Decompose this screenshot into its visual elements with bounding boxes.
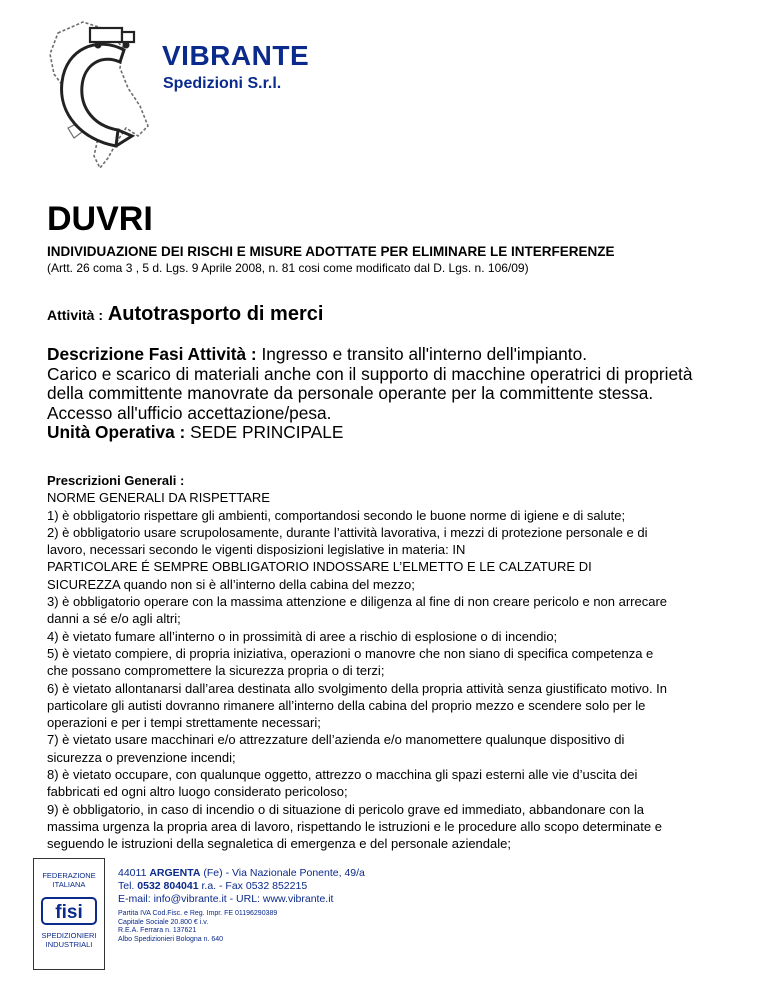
fisi-logo-icon — [41, 897, 97, 925]
rule-line: danni a sé e/o agli altri; — [47, 611, 181, 627]
unit-value: SEDE PRINCIPALE — [190, 422, 344, 442]
document-subtitle: INDIVIDUAZIONE DEI RISCHI E MISURE ADOTTATE PER ELIMINARE LE INTERFERENZE — [47, 244, 615, 259]
contact-block — [118, 867, 365, 906]
badge-bottom-line-2: INDUSTRIALI — [45, 940, 93, 949]
rule-line: PARTICOLARE É SEMPRE OBBLIGATORIO INDOSSARE L’ELMETTO E LE CALZATURE DI — [47, 559, 592, 575]
legal-line: R.E.A. Ferrara n. 137621 — [118, 927, 197, 934]
activity-label: Attività : — [47, 307, 103, 323]
rule-line: 7) è vietato usare macchinari e/o attrezzature dell’azienda e/o manomettere qualunque dispositivo di — [47, 732, 625, 748]
unit-line — [47, 423, 747, 443]
address-rest: (Fe) - Via Nazionale Ponente, 49/a — [200, 867, 365, 879]
legal-line: Partita IVA Cod.Fisc. e Reg. Impr. FE 01196290389 — [118, 910, 278, 917]
rule-line: particolare gli autisti dovranno rimanere all’interno della cabina del proprio mezzo e scendere solo per le — [47, 697, 646, 713]
rule-line: 4) è vietato fumare all’interno o in prossimità di aree a rischio di esplosione o di incendio; — [47, 628, 558, 644]
tel-number: 0532 804041 — [137, 880, 199, 892]
rule-line: massima urgenza la propria area di lavoro, rispettando le istruzioni e le procedure allo scopo determinate e — [47, 818, 662, 834]
address-line — [118, 867, 365, 880]
legal-block — [118, 910, 277, 944]
company-logo-icon — [28, 8, 158, 173]
general-heading: Prescrizioni Generali : — [47, 473, 185, 488]
rule-line: sicurezza o prevenzione incendi; — [47, 749, 236, 765]
brand-name: VIBRANTE — [162, 40, 310, 71]
tel-rest: r.a. - Fax 0532 852215 — [198, 880, 308, 892]
rule-line: 6) è vietato allontanarsi dall’area destinata allo svolgimento della propria attività senza giustificato motivo. In — [47, 680, 668, 696]
legal-line: Albo Spedizionieri Bologna n. 640 — [118, 935, 224, 943]
address-zip: 44011 — [118, 867, 150, 879]
rule-line: NORME GENERALI DA RISPETTARE — [47, 490, 270, 506]
legal-line: Capitale Sociale 20.800 € i.v. — [118, 918, 209, 926]
rule-line: 2) è obbligatorio usare scrupolosamente, durante l’attività lavorativa, i mezzi di protezione personale e di — [47, 524, 648, 540]
phases-line-4: Accesso all'ufficio accettazione/pesa. — [47, 402, 332, 423]
rule-line: fabbricati ed ogni altro luogo considerato pericoloso; — [47, 784, 348, 800]
rule-line: operazioni e per i tempi strettamente necessari; — [47, 715, 321, 731]
federation-badge — [33, 858, 105, 970]
rule-line: seguendo le istruzioni della segnaletica di emergenza e del personale aziendale; — [47, 836, 511, 852]
address-city: ARGENTA — [149, 867, 201, 879]
phases-block — [47, 345, 747, 443]
rule-line: 5) è vietato compiere, di propria iniziativa, operazioni o manovre che non siano di specifica competenza e — [47, 645, 654, 661]
rule-line: 9) è obbligatorio, in caso di incendio o di situazione di pericolo grave ed immediato, abbandonare con la — [47, 801, 644, 817]
general-prescriptions — [47, 472, 737, 853]
rule-line: 3) è obbligatorio operare con la massima attenzione e diligenza al fine di non creare pericolo e non arrecare — [47, 594, 668, 610]
badge-top-line-2: ITALIANA — [52, 880, 86, 889]
rule-line: che possano compromettere la sicurezza propria o di terzi; — [47, 663, 385, 679]
phases-line-2: Carico e scarico di materiali anche con il supporto di macchine operatrici di proprietà — [47, 363, 693, 384]
phases-text-1: Ingresso e transito all'interno dell'impianto. — [261, 344, 588, 364]
activity-line — [47, 303, 323, 326]
badge-top-line-1: FEDERAZIONE — [42, 871, 96, 880]
email-line: E-mail: info@vibrante.it - URL: www.vibrante.it — [118, 893, 334, 905]
tel-prefix: Tel. — [118, 880, 138, 892]
tel-line — [118, 880, 365, 893]
phases-line-1 — [47, 345, 747, 365]
rule-line: lavoro, necessari secondo le vigenti disposizioni legislative in materia: IN — [47, 542, 466, 558]
brand-subtitle: Spedizioni S.r.l. — [163, 75, 282, 92]
phases-label: Descrizione Fasi Attività : — [47, 344, 257, 364]
rule-line: 8) è vietato occupare, con qualunque oggetto, attrezzo o macchina gli spazi esterni alle vie d’uscita dei — [47, 767, 638, 783]
rule-line: 1) è obbligatorio rispettare gli ambienti, comportandosi secondo le buone norme di igiene e di salute; — [47, 507, 626, 523]
badge-bottom-line-1: SPEDIZIONIERI — [41, 931, 97, 940]
badge-top-text — [34, 871, 104, 889]
phases-line-3: della committente manovrate da personale operante per la committente stessa. — [47, 383, 654, 403]
unit-label: Unità Operativa : — [47, 422, 186, 442]
badge-bottom-text — [34, 931, 104, 949]
document-title: DUVRI — [47, 200, 153, 238]
document-reference: (Artt. 26 coma 3 , 5 d. Lgs. 9 Aprile 2008, n. 81 cosi come modificato dal D. Lgs. n. 106/09) — [47, 261, 529, 275]
activity-value: Autotrasporto di merci — [107, 303, 324, 325]
badge-logo-text: fisi — [55, 902, 83, 923]
rule-line: SICUREZZA quando non si è all’interno della cabina del mezzo; — [47, 576, 415, 592]
